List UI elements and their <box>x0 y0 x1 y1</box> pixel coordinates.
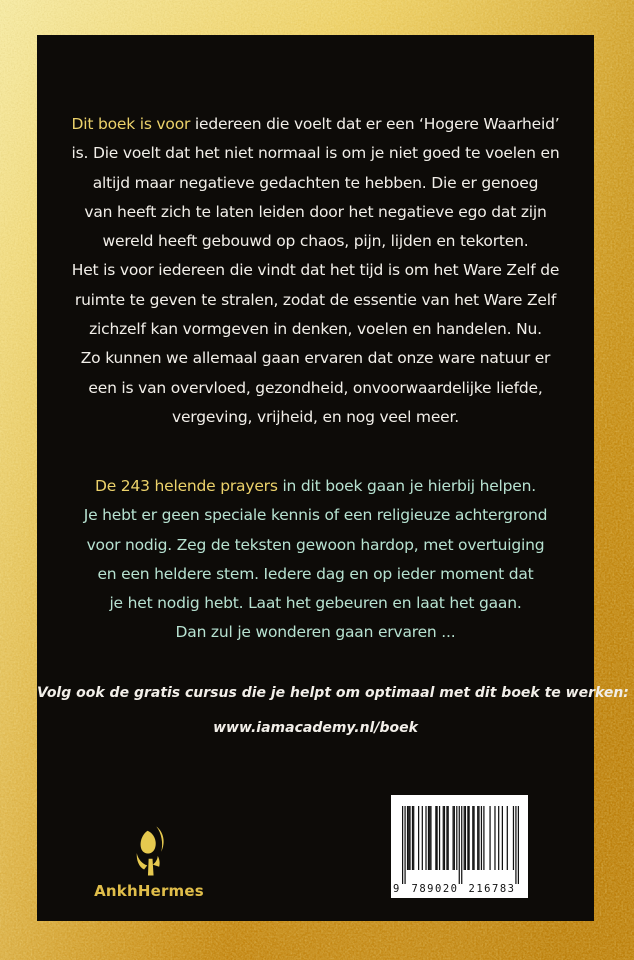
course-url: www.iamacademy.nl/boek <box>213 720 418 736</box>
publisher-block <box>87 823 211 900</box>
text-line: Dit boek is voor iedereen die voelt dat er een ‘Hogere Waarheid’ <box>71 115 560 133</box>
isbn-barcode <box>391 795 528 898</box>
ankh-hermes-logo-icon <box>127 823 171 879</box>
paragraph-helende-prayers <box>37 472 594 648</box>
text-line: je het nodig hebt. Laat het gebeuren en laat het gaan. <box>109 594 522 613</box>
text-line: is. Die voelt dat het niet normaal is om je niet goed te voelen en <box>71 144 560 163</box>
text-line: voor nodig. Zeg de teksten gewoon hardop, met overtuiging <box>86 535 545 554</box>
text-line: Je hebt er geen speciale kennis of een religieuze achtergrond <box>83 506 548 525</box>
text-line: een is van overvloed, gezondheid, onvoorwaardelijke liefde, <box>88 378 543 397</box>
isbn-digit-group-2: 789020 <box>411 883 459 895</box>
course-note-text: Volg ook de gratis cursus die je helpt om optimaal met dit boek te werken: <box>37 685 629 701</box>
text-line: Dan zul je wonderen gaan ervaren ... <box>175 623 456 642</box>
text-line: en een heldere stem. Iedere dag en op ieder moment dat <box>97 564 534 583</box>
text-line: zichzelf kan vormgeven in denken, voelen en handelen. Nu. <box>89 320 542 339</box>
publisher-name: AnkhHermes <box>94 882 204 900</box>
isbn-digit-group-1: 9 <box>393 883 400 895</box>
text-line: Het is voor iedereen die vindt dat het tijd is om het Ware Zelf de <box>71 261 560 280</box>
paragraph-who-this-book-is-for <box>37 110 594 432</box>
text-line: ruimte te geven te stralen, zodat de essentie van het Ware Zelf <box>74 290 557 309</box>
text-line: De 243 helende prayers in dit boek gaan je hierbij helpen. <box>95 477 536 495</box>
course-note <box>37 676 629 746</box>
barcode-bars <box>402 806 519 884</box>
isbn-digit-group-3: 216783 <box>468 883 516 895</box>
text-line: altijd maar negatieve gedachten te hebben. Die er genoeg <box>92 173 539 192</box>
text-line: van heeft zich te laten leiden door het negatieve ego dat zijn <box>84 202 547 221</box>
text-line: wereld heeft gebouwd op chaos, pijn, lijden en tekorten. <box>102 232 529 251</box>
cover-text-panel <box>37 35 629 921</box>
text-line: Zo kunnen we allemaal gaan ervaren dat onze ware natuur er <box>80 349 551 368</box>
text-line: vergeving, vrijheid, en nog veel meer. <box>172 407 459 426</box>
